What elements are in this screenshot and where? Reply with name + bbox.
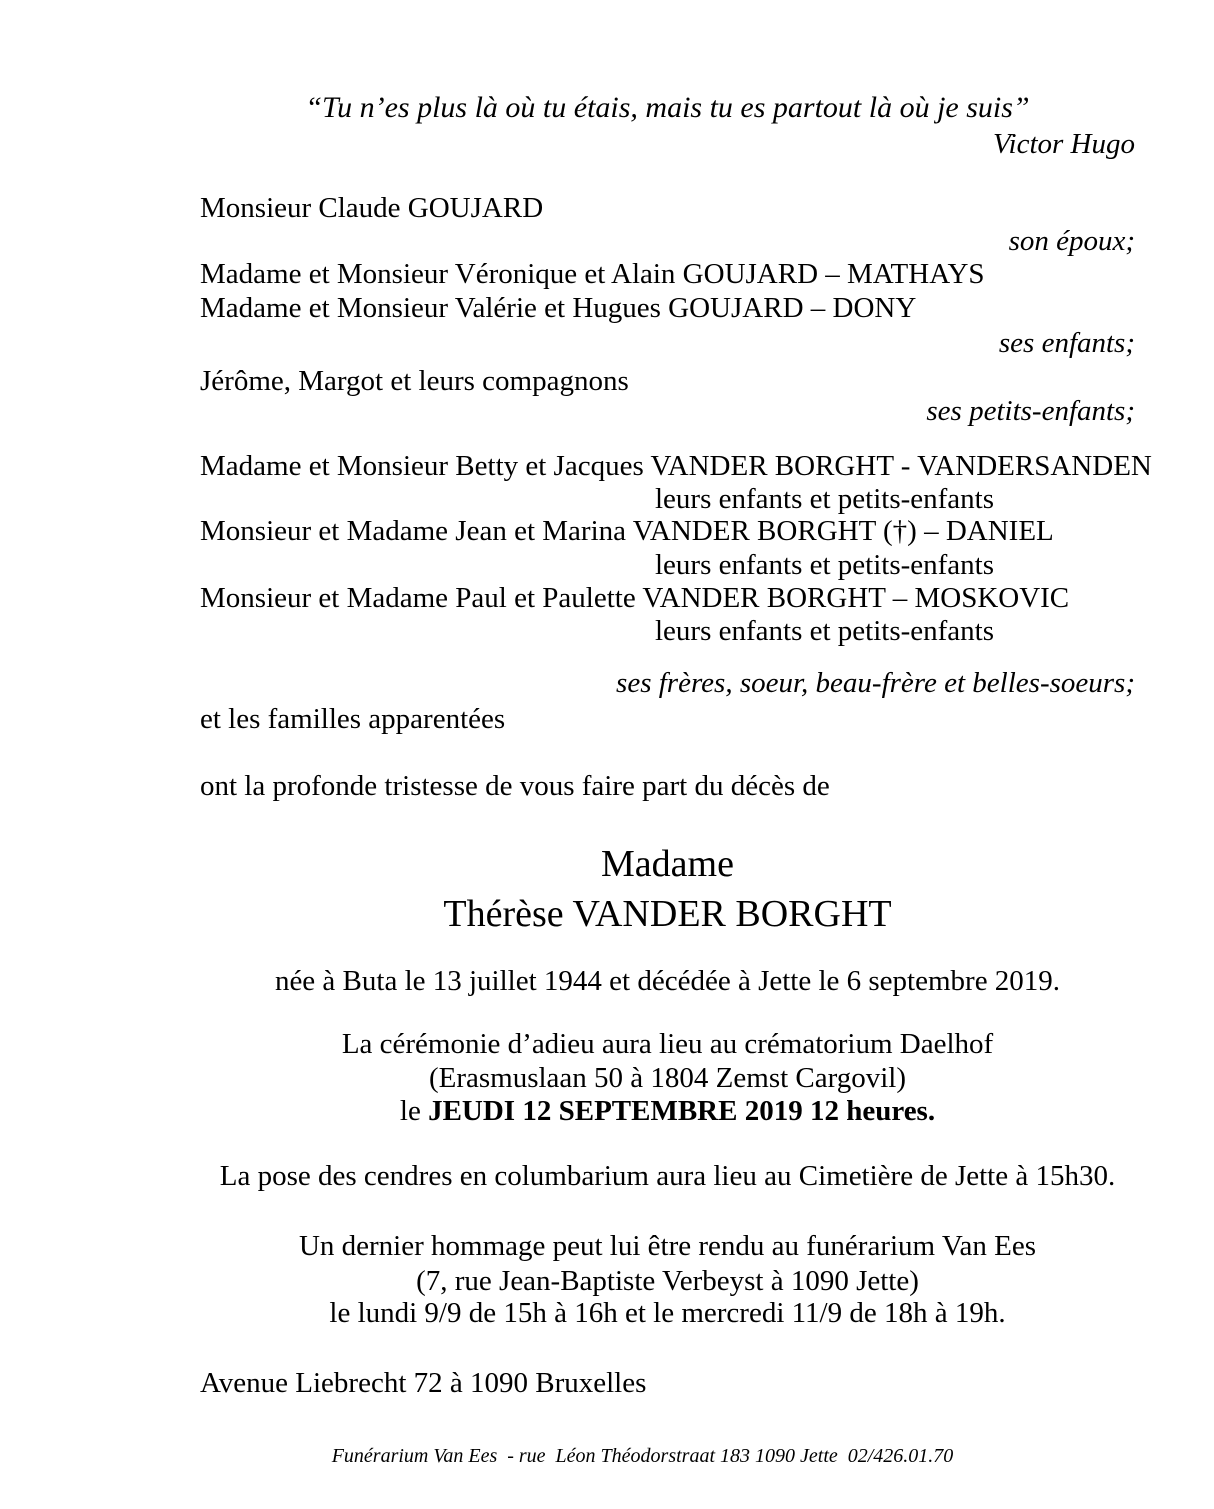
quote-text: “Tu n’es plus là où tu étais, mais tu es partout là où je suis” [305, 91, 1030, 124]
grandchildren-line: Jérôme, Margot et leurs compagnons [200, 365, 629, 397]
spouse-line: Monsieur Claude GOUJARD [200, 192, 544, 224]
related-families-line: et les familles apparentées [200, 703, 506, 735]
deceased-title: Madame [601, 843, 734, 885]
ceremony-line-1: La cérémonie d’adieu aura lieu au crématorium Daelhof [341, 1028, 994, 1060]
address-line: Avenue Liebrecht 72 à 1090 Bruxelles [200, 1367, 647, 1399]
sibling-descendants-line-2: leurs enfants et petits-enfants [655, 549, 995, 581]
spouse-relation: son époux; [1008, 225, 1135, 257]
sibling-descendants-line-3: leurs enfants et petits-enfants [655, 615, 995, 647]
sibling-line-2: Monsieur et Madame Jean et Marina VANDER BORGHT (†) – DANIEL [200, 515, 1054, 547]
ceremony-line-3 [200, 1094, 1135, 1128]
ceremony-line-2: (Erasmuslaan 50 à 1804 Zemst Cargovil) [428, 1062, 907, 1094]
sibling-line-1: Madame et Monsieur Betty et Jacques VANDER BORGHT - VANDERSANDEN [200, 450, 1152, 482]
sibling-line-3: Monsieur et Madame Paul et Paulette VANDER BORGHT – MOSKOVIC [200, 582, 1070, 614]
siblings-relation: ses frères, soeur, beau-frère et belles-soeurs; [616, 667, 1135, 699]
deceased-name: Thérèse VANDER BORGHT [443, 893, 892, 935]
columbarium-line: La pose des cendres en columbarium aura lieu au Cimetière de Jette à 15h30. [219, 1160, 1116, 1192]
quote-author: Victor Hugo [992, 128, 1135, 160]
grandchildren-relation: ses petits-enfants; [926, 395, 1135, 427]
child-line-2: Madame et Monsieur Valérie et Hugues GOUJARD – DONY [200, 292, 917, 324]
footer-text: Funérarium Van Ees - rue Léon Théodorstraat 183 1090 Jette 02/426.01.70 [331, 1445, 954, 1467]
child-line-1: Madame et Monsieur Véronique et Alain GOUJARD – MATHAYS [200, 258, 985, 290]
announcement-line: ont la profonde tristesse de vous faire part du décès de [200, 770, 830, 802]
tribute-line-3: le lundi 9/9 de 15h à 16h et le mercredi 11/9 de 18h à 19h. [329, 1297, 1006, 1329]
tribute-line-2: (7, rue Jean-Baptiste Verbeyst à 1090 Jette) [416, 1265, 919, 1297]
tribute-line-1: Un dernier hommage peut lui être rendu au funérarium Van Ees [298, 1230, 1037, 1262]
life-dates-line: née à Buta le 13 juillet 1944 et décédée à Jette le 6 septembre 2019. [274, 965, 1061, 997]
ceremony-date-bold: JEUDI 12 SEPTEMBRE 2019 12 heures. [428, 1095, 936, 1127]
ceremony-date-prefix: le [399, 1095, 429, 1127]
sibling-descendants-line-1: leurs enfants et petits-enfants [655, 483, 995, 515]
children-relation: ses enfants; [998, 327, 1135, 359]
